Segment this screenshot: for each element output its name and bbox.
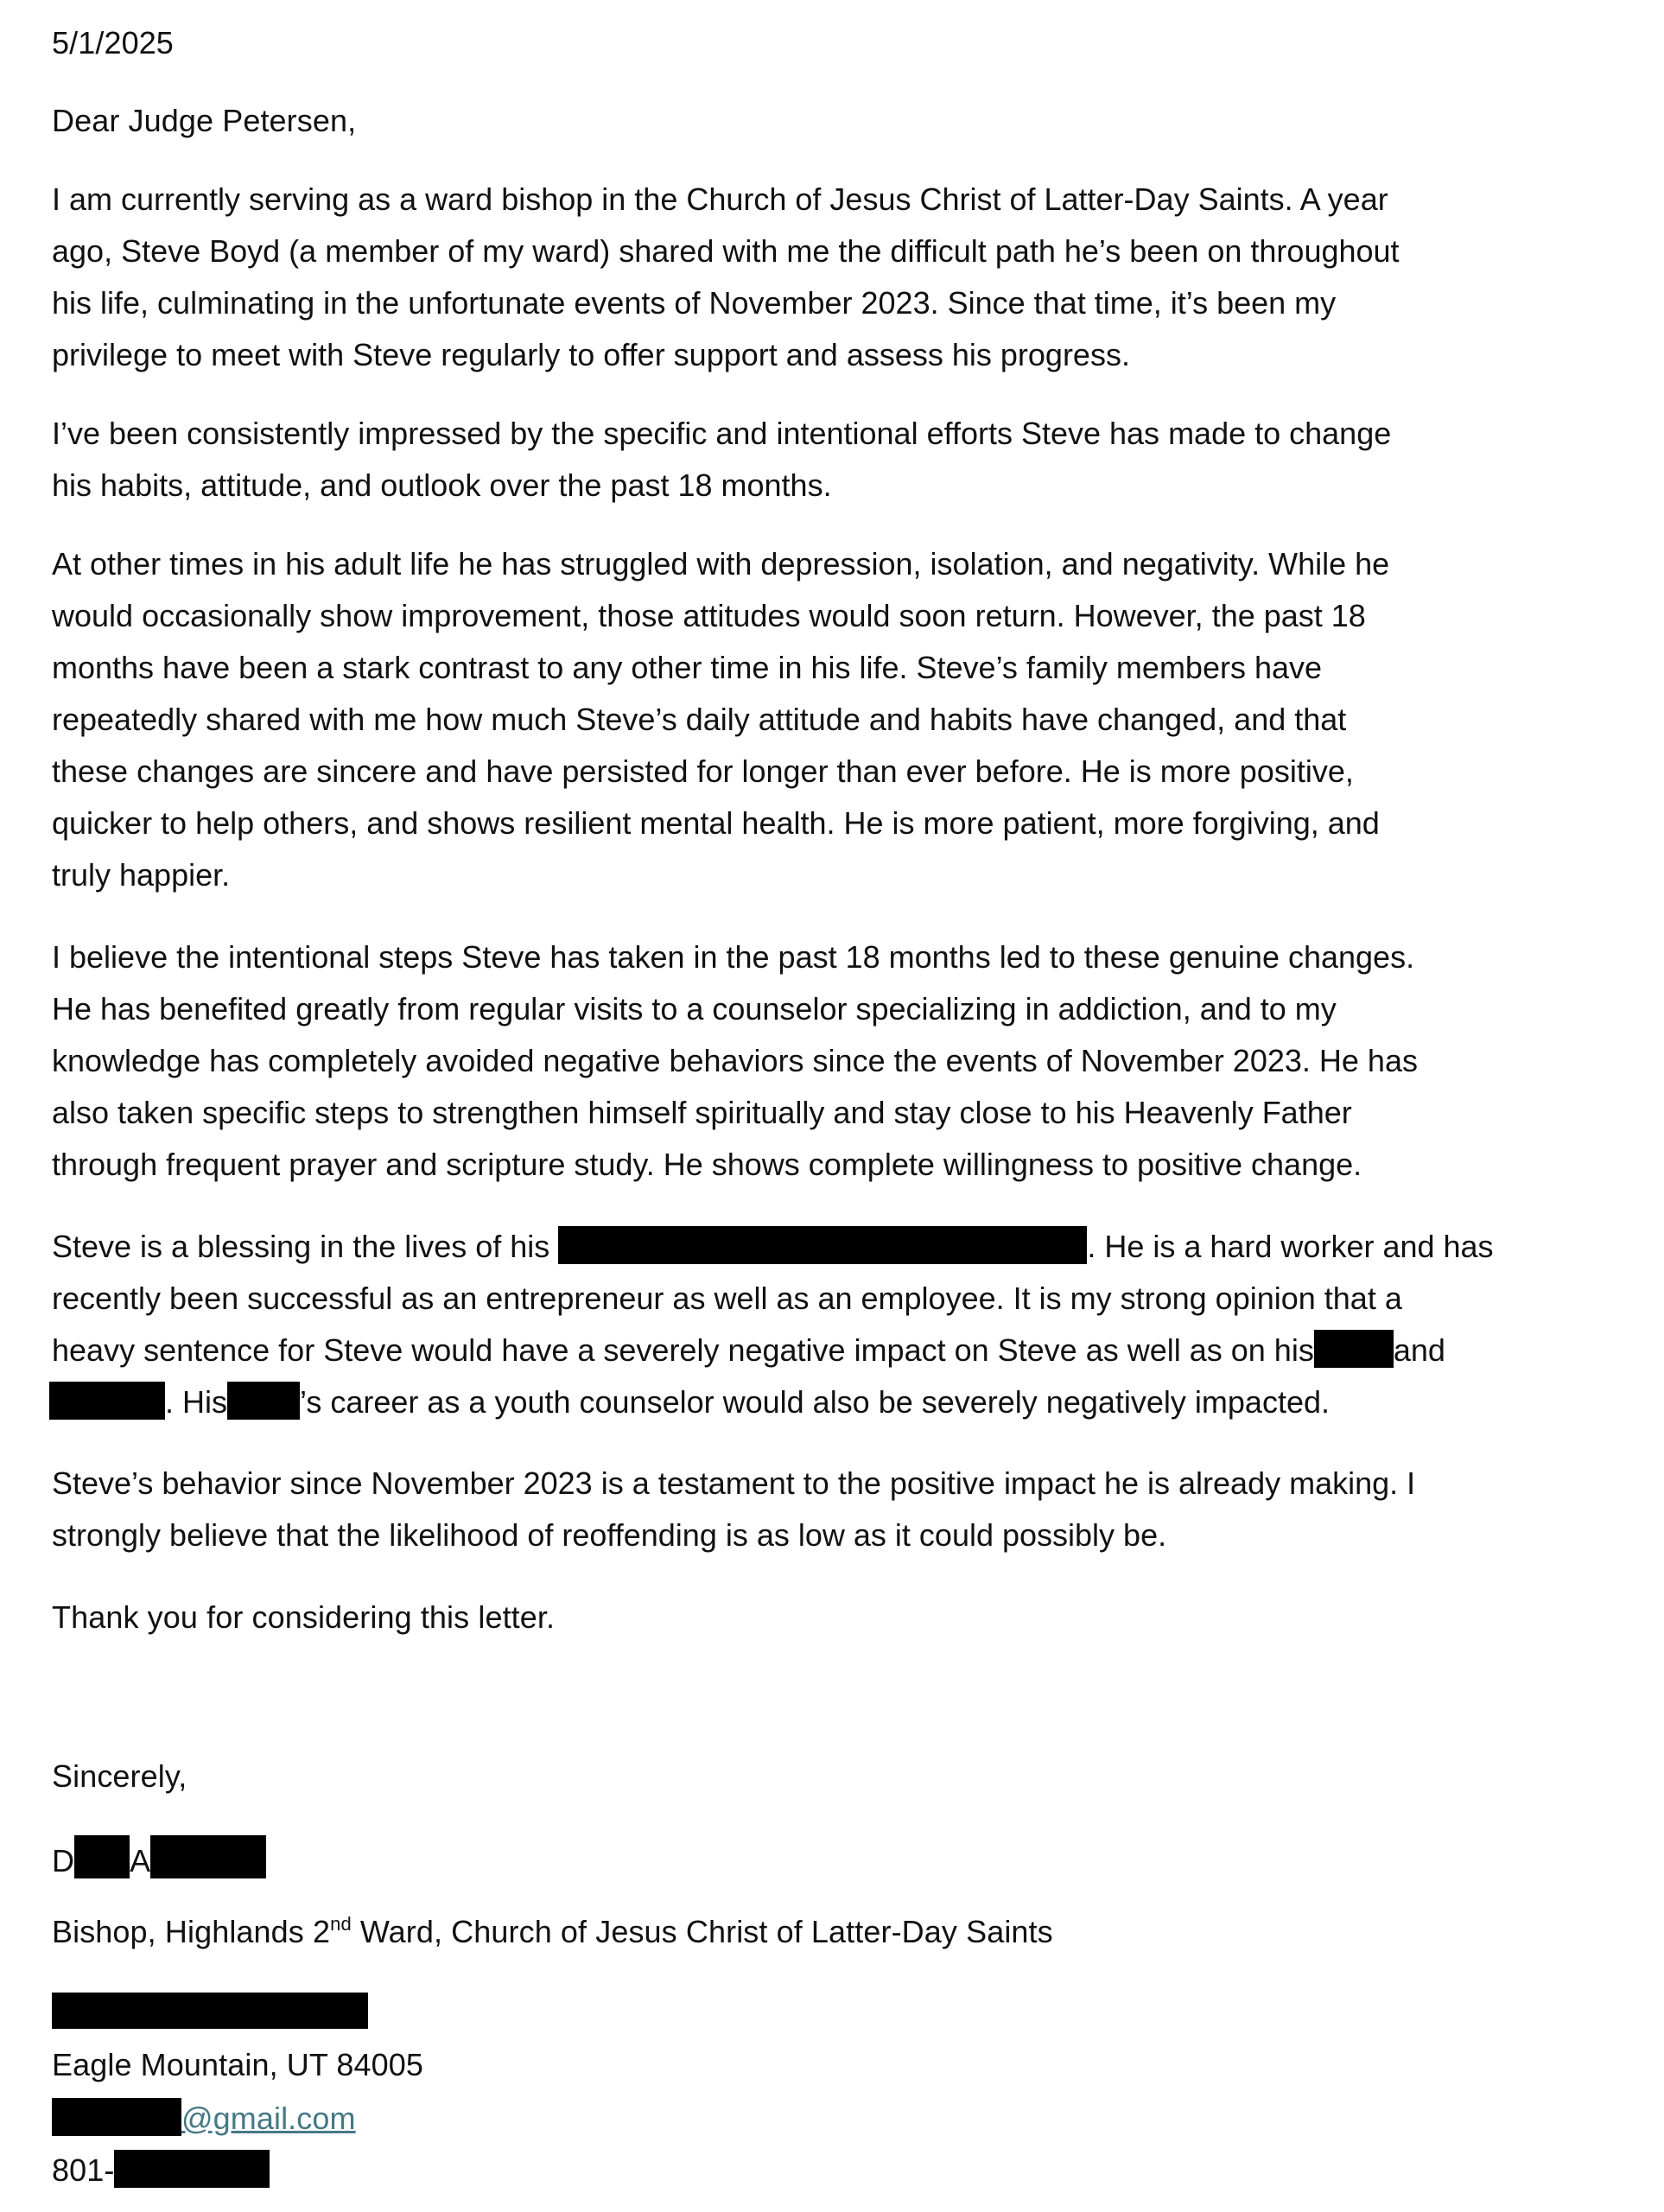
phone-prefix: 801- bbox=[52, 2152, 115, 2188]
text-segment: . His bbox=[165, 1384, 227, 1420]
text-segment: heavy sentence for Steve would have a severely negative impact on Steve as well as on his bbox=[52, 1332, 1314, 1368]
paragraph-6 bbox=[52, 1458, 1616, 1561]
redaction-bar bbox=[1314, 1330, 1394, 1368]
paragraph-line: strongly believe that the likelihood of reoffending is as low as it could possibly be. bbox=[52, 1517, 1167, 1553]
paragraph-line bbox=[52, 1221, 1616, 1273]
paragraph-line bbox=[52, 1325, 1616, 1376]
phone-line bbox=[52, 2150, 270, 2190]
paragraph-line: I am currently serving as a ward bishop in the Church of Jesus Christ of Latter-Day Saints. A year bbox=[52, 181, 1388, 217]
redaction-bar bbox=[52, 2098, 181, 2136]
paragraph-line: recently been successful as an entrepreneur as well as an employee. It is my strong opinion that a bbox=[52, 1281, 1402, 1316]
salutation: Dear Judge Petersen, bbox=[52, 103, 357, 138]
text-segment: . He is a hard worker and has bbox=[1087, 1229, 1494, 1264]
paragraph-line bbox=[49, 1376, 1616, 1428]
text-segment: Ward, Church of Jesus Christ of Latter-Day Saints bbox=[351, 1914, 1053, 1949]
paragraph-line: ago, Steve Boyd (a member of my ward) shared with me the difficult path he’s been on throughout bbox=[52, 233, 1400, 269]
redaction-bar bbox=[114, 2150, 270, 2188]
email-link[interactable]: @gmail.com bbox=[181, 2101, 356, 2136]
paragraph-line: At other times in his adult life he has struggled with depression, isolation, and negativity. While he bbox=[52, 546, 1390, 582]
redaction-bar bbox=[49, 1382, 165, 1420]
redaction-bar bbox=[558, 1226, 1087, 1264]
closing-sincerely: Sincerely, bbox=[52, 1758, 187, 1794]
paragraph-line: quicker to help others, and shows resilient mental health. He is more patient, more forgiving, and bbox=[52, 805, 1380, 841]
signature-initial-first: D bbox=[52, 1843, 75, 1878]
paragraph-line: through frequent prayer and scripture study. He shows complete willingness to positive change. bbox=[52, 1147, 1362, 1182]
signature-initial-last: A bbox=[130, 1843, 151, 1878]
paragraph-line: his life, culminating in the unfortunate events of November 2023. Since that time, it’s been my bbox=[52, 285, 1337, 321]
redaction-bar bbox=[150, 1835, 266, 1878]
paragraph-line: these changes are sincere and have persisted for longer than ever before. He is more positive, bbox=[52, 753, 1354, 789]
signature-redacted bbox=[52, 1835, 266, 1880]
address-redaction-bar bbox=[52, 1993, 368, 2029]
text-segment: ’s career as a youth counselor would also be severely negatively impacted. bbox=[300, 1384, 1330, 1420]
letter-date: 5/1/2025 bbox=[52, 25, 174, 60]
redaction-bar bbox=[74, 1835, 130, 1878]
paragraph-1 bbox=[52, 174, 1616, 381]
paragraph-5 bbox=[52, 1221, 1616, 1428]
paragraph-4 bbox=[52, 931, 1616, 1191]
text-segment: Bishop, Highlands 2 bbox=[52, 1914, 331, 1949]
letter-page bbox=[52, 0, 1616, 2212]
closing-thanks: Thank you for considering this letter. bbox=[52, 1599, 556, 1635]
paragraph-line: I’ve been consistently impressed by the specific and intentional efforts Steve has made to change bbox=[52, 416, 1392, 451]
paragraph-line: his habits, attitude, and outlook over the past 18 months. bbox=[52, 467, 832, 503]
signer-title bbox=[52, 1913, 1053, 1951]
paragraph-line: repeatedly shared with me how much Steve’s daily attitude and habits have changed, and that bbox=[52, 702, 1347, 737]
email-line bbox=[52, 2098, 356, 2138]
paragraph-line: privilege to meet with Steve regularly to offer support and assess his progress. bbox=[52, 337, 1130, 372]
paragraph-line: knowledge has completely avoided negative behaviors since the events of November 2023. He has bbox=[52, 1043, 1418, 1078]
paragraph-line: Steve’s behavior since November 2023 is a testament to the positive impact he is already making. I bbox=[52, 1465, 1416, 1501]
ordinal-suffix: nd bbox=[330, 1913, 352, 1935]
paragraph-2 bbox=[52, 408, 1616, 512]
text-segment: Steve is a blessing in the lives of his bbox=[52, 1229, 550, 1264]
redaction-bar bbox=[227, 1382, 300, 1420]
paragraph-line: would occasionally show improvement, those attitudes would soon return. However, the past 18 bbox=[52, 598, 1366, 633]
address-city: Eagle Mountain, UT 84005 bbox=[52, 2047, 424, 2082]
paragraph-line: months have been a stark contrast to any other time in his life. Steve’s family members have bbox=[52, 650, 1323, 685]
paragraph-line: I believe the intentional steps Steve has taken in the past 18 months led to these genuine changes. bbox=[52, 939, 1415, 975]
paragraph-line: truly happier. bbox=[52, 857, 231, 893]
text-segment: and bbox=[1393, 1332, 1445, 1368]
paragraph-line: also taken specific steps to strengthen himself spiritually and stay close to his Heavenly Father bbox=[52, 1095, 1352, 1130]
paragraph-3 bbox=[52, 538, 1616, 901]
paragraph-line: He has benefited greatly from regular visits to a counselor specializing in addiction, and to my bbox=[52, 991, 1337, 1027]
